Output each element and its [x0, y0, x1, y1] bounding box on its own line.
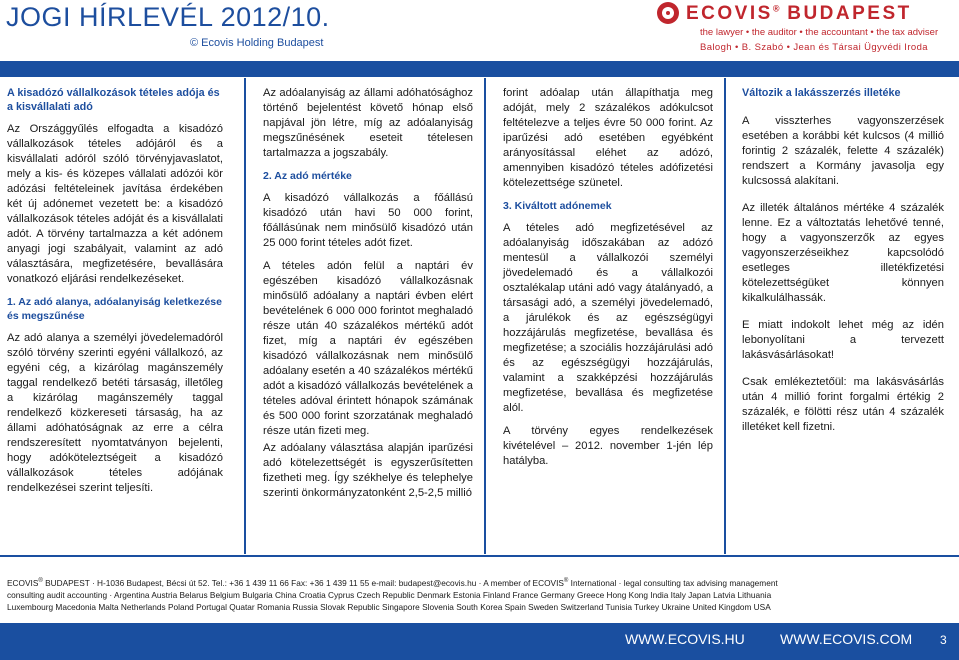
ecovis-brand: [686, 3, 912, 25]
col4-paragraph-1: A visszterhes vagyonszerzések esetében a korábbi két kulcsos (4 millió forintig 2 százalék, felette 4 százalék) rendszert a Kormány javasolja egy kulcsossá alakítani.: [742, 115, 944, 187]
column-3: [503, 86, 713, 477]
brand-name: ECOVIS: [686, 3, 773, 24]
col3-paragraph-3: A törvény egyes rendelkezések kivételével – 2012. november 1-jén lép hatályba.: [503, 425, 713, 467]
col1-paragraph-1: Az Országgyűlés elfogadta a kisadózó vállalkozások tételes adójáról és a kisvállalati adóról szóló törvényjavaslatot, mely a kis- és közepes vállalati adózói kör adózási feltételeinek javítása érdekében két új adónemet vezetett be: a kisadózó vállalkozások tételes adóját és a kisvállalati adót. A törvény tartalmazza a két adónem anyagi jogi szabályait, valamint az adó választására, megfizetésére, bevallására vonatkozó eljárási rendelkezéseket.: [7, 123, 223, 285]
law-firm-name: Balogh • B. Szabó • Jean és Társai Ügyvédi Iroda: [700, 42, 928, 53]
col4-paragraph-3: E miatt indokolt lehet még az idén lebonyolítani a tervezett lakásvásárlásokat!: [742, 319, 944, 361]
col2-paragraph-4: Az adóalany választása alapján iparűzési adó kötelezettségét is egyszerűsítetten fizetheti meg. Így székhelye és telephelye szerinti önkormányzatonként 2,5-2,5 millió: [263, 442, 473, 499]
brand-tagline: the lawyer • the auditor • the accountant • the tax adviser: [700, 27, 939, 38]
column-divider-1: [244, 78, 246, 554]
col4-paragraph-2: Az illeték általános mértéke 4 százalék lenne. Ez a változtatás lehetővé tenné, hogy a vagyonszerzők az egyes vagyonszerzéseikhez kapcsolódó esetleges illetékfizetési kötelezettségüket könnyen kikalkulálhassák.: [742, 202, 944, 304]
footer-address: [7, 575, 952, 614]
column-divider-2: [484, 78, 486, 554]
column-1: [7, 86, 223, 504]
holding-name: Ecovis Holding Budapest: [201, 37, 324, 49]
footer-divider: [0, 555, 959, 557]
page-number: 3: [940, 633, 947, 647]
article-title-illetek: Változik a lakásszerzés illetéke: [742, 87, 901, 99]
section-heading-2: 2. Az adó mértéke: [263, 170, 352, 182]
website-link-hu[interactable]: WWW.ECOVIS.HU: [625, 631, 745, 647]
footer-contact: BUDAPEST · H-1036 Budapest, Bécsi út 52. Tel.: +36 1 439 11 66 Fax: +36 1 439 11 55 e-mail: budapest@ecovis.hu · A member of ECOVIS: [45, 577, 564, 588]
column-2: [263, 86, 473, 509]
article-title-kisadozo: A kisadózó vállalkozások tételes adója és a kisvállalati adó: [7, 87, 220, 113]
footer-line-2: consulting audit accounting · Argentina Austria Belarus Belgium Bulgaria China Croatia Cyprus Czech Republic Denmark Estonia Finland France Germany Greece Hong Kong India Italy Japan Latvia Lithuania: [7, 590, 772, 601]
col3-paragraph-2: A tételes adó megfizetésével az adóalanyiság időszakában az adózó mentesül a vállalkozói személyi jövedelemadó és a vállalkozói osztalékalap utáni adó vagy átalányadó, a társasági adó, a személyi jövedelemadó, a járulékok és az egészségügyi hozzájárulás megfizetése, bevallása és megfizetése; a szociális hozzájárulási adó és az egészségügyi hozzájárulás, valamint a szakképzési hozzájárulás megfizetése, bevallása és megfizetése alól.: [503, 222, 713, 414]
section-heading-3: 3. Kiváltott adónemek: [503, 200, 612, 212]
footer-line-1: [7, 575, 952, 589]
footer-line-3: Luxembourg Macedonia Malta Netherlands Poland Portugal Quatar Romania Russia Slovak Republic Singapore Slovenia South Korea Spain Sweden Switzerland Tunisia Turkey Ukraine United Kingdom USA: [7, 602, 771, 613]
section-heading-1: 1. Az adó alanya, adóalanyiság keletkezése és megszűnése: [7, 296, 222, 322]
copyright-symbol: ©: [190, 37, 199, 49]
header-divider-bar: [0, 61, 959, 77]
brand-registered: ®: [772, 3, 780, 14]
col2-paragraph-2: A kisadózó vállalkozás a főállású kisadózó után havi 50 000 forint, főállásúnak nem minősülő kisadózó után 25 000 forint tételes adót fizet.: [263, 192, 473, 249]
col2-paragraph-1: Az adóalanyiság az állami adóhatósághoz történő bejelentést követő hónap első napjával jön létre, míg az adóalanyiság megszűnésének eseteit tételesen tartalmazza a jogszabály.: [263, 87, 473, 159]
col1-paragraph-2: Az adó alanya a személyi jövedelemadóról szóló törvény szerinti egyéni vállalkozó, az egyéni cég, a kizárólag magánszemély taggal rendelkező betéti társaság, illetőleg a kizárólag magánszemély taggal rendelkező közkereseti társaság, ha az állami adóhatóságnak az erre a célra rendszeresített nyomtatványon bejelenti, hogy adóköteleztségeit a kisadózó vállalkozások tételes adójának rendelkezései szerint teljesíti.: [7, 332, 223, 494]
column-4: [742, 86, 944, 443]
footer-registered-2: ®: [563, 578, 569, 584]
footer-registered: ®: [38, 578, 43, 584]
footer-brand: ECOVIS: [7, 577, 39, 588]
brand-city: BUDAPEST: [787, 3, 912, 24]
column-divider-3: [724, 78, 726, 554]
col3-paragraph-1: forint adóalap után állapíthatja meg adóját, mely 2 százalékos adókulcsot feltételezve a teljes évre 50 000 forint. Az iparűzési adó esetében egyébként arányosítással eléhet az adózó, amennyiben kisadózó tételes adófizetési kötelezettsége szünetel.: [503, 87, 713, 189]
website-link-com[interactable]: WWW.ECOVIS.COM: [780, 631, 913, 647]
col2-paragraph-3: A tételes adón felül a naptári év egészében kisadózó vállalkozásnak minősülő adóalany a naptári évben elért bevételének 6 000 000 forintot meghaladó része után 40 százalékos mértékű adót fizet, míg a naptári év egészében kisadózó vállalkozásnak nem minősülő adóalany esetén a 40 százalékos mértékű adót a kisadózó vállalkozás bevételének a tételes adóval érintett hónapok számának és 500 000 forint szorzatának meghaladó része után fizeti meg.: [263, 260, 473, 437]
col4-paragraph-4: Csak emlékeztetőül: ma lakásvásárlás után 4 millió forint forgalmi értékig 2 százalék, e fölötti rész után 4 százalék illetéket kell fizetni.: [742, 376, 944, 433]
footer-services: International · legal consulting tax advising management: [570, 577, 778, 588]
newsletter-title: JOGI HÍRLEVÉL 2012/10.: [6, 2, 330, 32]
ecovis-logo-icon: [657, 2, 679, 24]
newsletter-subtitle: [190, 37, 323, 49]
